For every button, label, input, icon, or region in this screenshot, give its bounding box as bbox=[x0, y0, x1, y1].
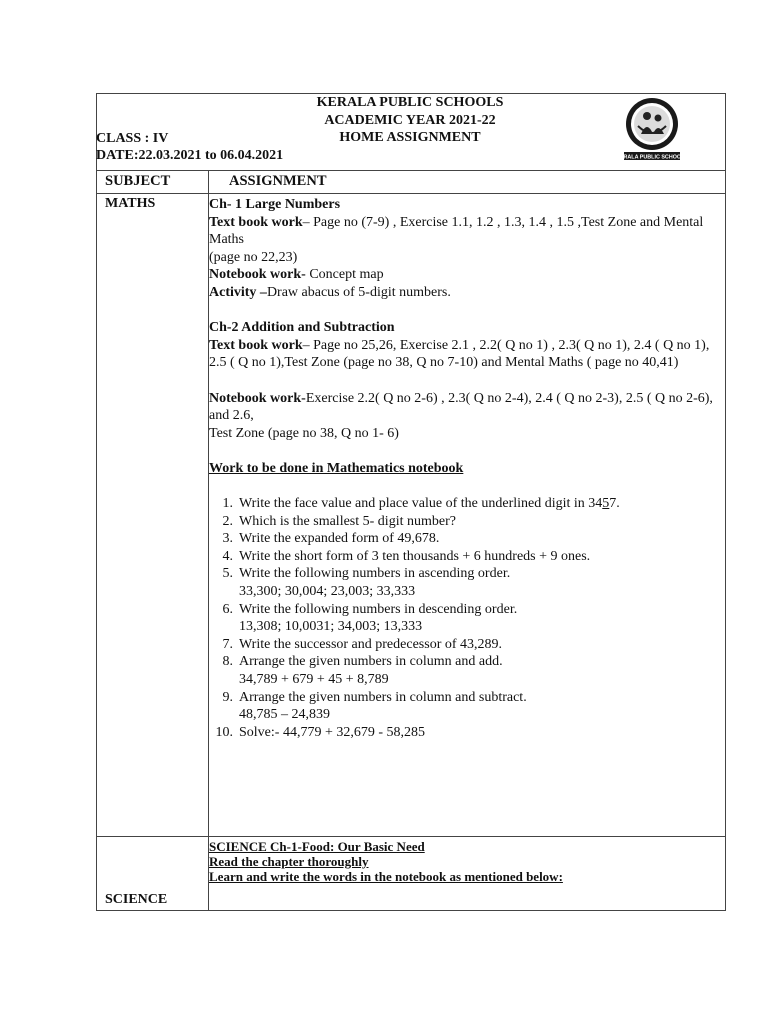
science-chapter: SCIENCE Ch-1-Food: Our Basic Need bbox=[209, 839, 425, 854]
logo-text: KERALA PUBLIC SCHOOLS bbox=[616, 154, 688, 161]
work-heading: Work to be done in Mathematics notebook bbox=[209, 460, 464, 476]
ch2-notebook-work: Notebook work-Exercise 2.2( Q no 2-6) , 2.3( Q no 2-4), 2.4 ( Q no 2-3), 2.5 ( Q no 2-6), and 2.6, bbox=[209, 390, 713, 424]
assignment-column-header: ASSIGNMENT bbox=[229, 173, 327, 189]
list-item-values: 48,785 – 24,839 bbox=[239, 707, 330, 723]
header-divider bbox=[96, 170, 726, 171]
date-label: DATE:22.03.2021 to 06.04.2021 bbox=[96, 148, 284, 163]
list-item-values: 34,789 + 679 + 45 + 8,789 bbox=[239, 672, 389, 688]
list-item: 3. Write the expanded form of 49,678. bbox=[222, 531, 440, 547]
school-logo bbox=[616, 96, 688, 162]
subject-maths: MATHS bbox=[105, 196, 156, 211]
science-assignment bbox=[209, 839, 719, 885]
column-header-divider bbox=[96, 193, 726, 194]
list-item-values: 13,308; 10,0031; 34,003; 13,333 bbox=[239, 619, 423, 635]
question-list bbox=[209, 495, 719, 741]
list-item: 9. Arrange the given numbers in column and subtract. bbox=[222, 689, 527, 705]
ch2-title: Ch-2 Addition and Subtraction bbox=[209, 320, 395, 336]
list-item-values: 33,300; 30,004; 23,003; 33,333 bbox=[239, 584, 416, 600]
list-item: 5. Write the following numbers in ascending order. bbox=[222, 566, 511, 582]
school-name: KERALA PUBLIC SCHOOLS bbox=[316, 95, 504, 110]
ch1-textbook-pages: (page no 22,23) bbox=[209, 249, 298, 265]
assignment-title: HOME ASSIGNMENT bbox=[339, 130, 481, 145]
ch2-textbook-work: Text book work– Page no 25,26, Exercise 2.1 , 2.2( Q no 1) , 2.3( Q no 1), 2.4 ( Q no 1), 2.5 ( Q no 1),Test Zone (page no 38, Q no 7-10) and Mental Maths ( page no 40,41) bbox=[209, 337, 710, 371]
science-read: Read the chapter thoroughly bbox=[209, 854, 369, 870]
class-label: CLASS : IV bbox=[96, 131, 169, 146]
maths-assignment bbox=[209, 196, 719, 741]
list-item: 7. Write the successor and predecessor of 43,289. bbox=[222, 636, 503, 652]
science-learn: Learn and write the words in the notebook as mentioned below: bbox=[209, 869, 563, 885]
list-item: 1. Write the face value and place value of the underlined digit in 3457. bbox=[222, 496, 620, 512]
subject-science: SCIENCE bbox=[105, 892, 168, 907]
row-divider bbox=[96, 836, 726, 837]
ch1-notebook-work: Notebook work- Concept map bbox=[209, 267, 384, 283]
ch1-textbook-work: Text book work– Page no (7-9) , Exercise 1.1, 1.2 , 1.3, 1.4 , 1.5 ,Test Zone and Mental Maths bbox=[209, 214, 704, 248]
academic-year: ACADEMIC YEAR 2021-22 bbox=[324, 112, 496, 128]
ch1-activity: Activity –Draw abacus of 5-digit numbers. bbox=[209, 284, 451, 300]
ch1-title: Ch- 1 Large Numbers bbox=[209, 197, 341, 212]
ch2-test-zone: Test Zone (page no 38, Q no 1- 6) bbox=[209, 425, 399, 441]
list-item: 2. Which is the smallest 5- digit number? bbox=[222, 513, 456, 529]
subject-column-header: SUBJECT bbox=[105, 173, 171, 189]
list-item: 4. Write the short form of 3 ten thousands + 6 hundreds + 9 ones. bbox=[222, 548, 591, 564]
list-item: 10. Solve:- 44,779 + 32,679 - 58,285 bbox=[215, 724, 425, 740]
list-item: 8. Arrange the given numbers in column and add. bbox=[222, 654, 503, 670]
document-header bbox=[200, 94, 620, 147]
list-item: 6. Write the following numbers in descending order. bbox=[222, 601, 518, 617]
